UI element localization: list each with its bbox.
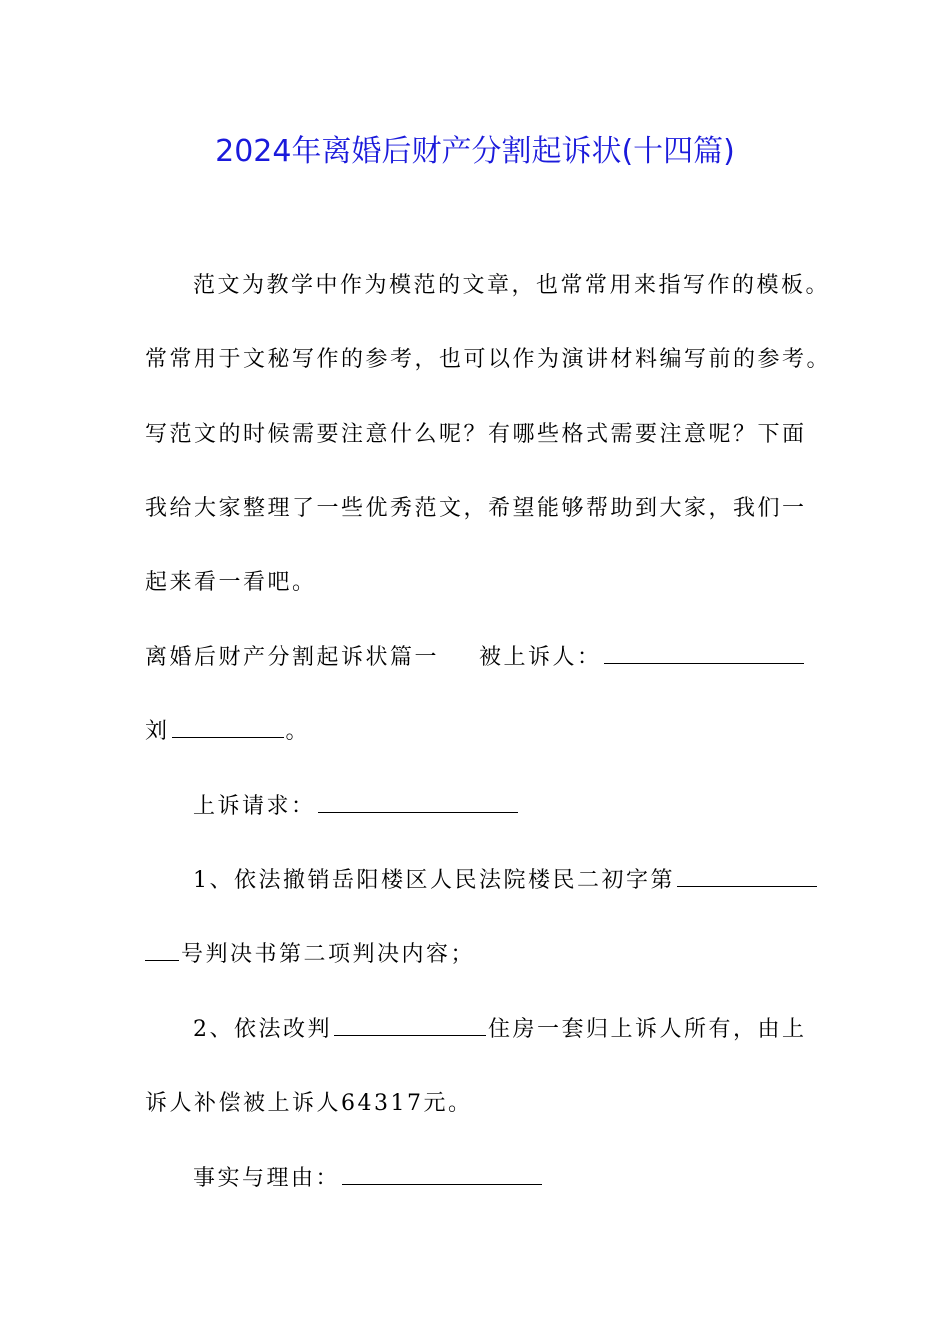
claim2-suffix: 住房一套归上诉人所有，由上 <box>488 1017 807 1042</box>
claim2-blank <box>334 1011 486 1036</box>
surname-text: 刘 <box>145 719 170 744</box>
surname-period: 。 <box>285 719 311 744</box>
claim2-line <box>193 1010 807 1050</box>
claims-label: 上诉请求： <box>193 794 316 819</box>
appellee-label: 被上诉人： <box>479 645 602 670</box>
claim2-prefix: 2、依法改判 <box>193 1017 332 1042</box>
facts-line <box>193 1159 544 1199</box>
claims-line <box>193 787 520 827</box>
claim1-line <box>193 861 819 901</box>
claim2-cont-line: 诉人补偿被上诉人64317元。 <box>145 1091 473 1116</box>
facts-blank <box>342 1160 542 1185</box>
surname-blank <box>172 713 284 738</box>
intro-line-5: 起来看一看吧。 <box>145 570 317 595</box>
section-line-heading <box>145 638 806 678</box>
claim1-cont: 号判决书第二项判决内容； <box>181 942 476 967</box>
section-heading: 离婚后财产分割起诉状篇一 <box>145 645 440 670</box>
appellee-blank <box>604 639 804 664</box>
surname-line <box>145 712 310 752</box>
claim1-cont-line <box>145 935 475 975</box>
intro-line-3: 写范文的时候需要注意什么呢？有哪些格式需要注意呢？下面 <box>145 422 807 447</box>
facts-label: 事实与理由： <box>193 1166 341 1191</box>
intro-line-1: 范文为教学中作为模范的文章，也常常用来指写作的模板。 <box>193 273 831 298</box>
claim1-cont-blank <box>145 936 179 961</box>
intro-line-2: 常常用于文秘写作的参考，也可以作为演讲材料编写前的参考。 <box>145 347 832 372</box>
document-title: 2024年离婚后财产分割起诉状(十四篇) <box>215 134 735 169</box>
intro-line-4: 我给大家整理了一些优秀范文，希望能够帮助到大家，我们一 <box>145 496 807 521</box>
claim1-text: 1、依法撤销岳阳楼区人民法院楼民二初字第 <box>193 868 675 893</box>
claims-blank <box>318 788 518 813</box>
claim1-blank <box>677 862 817 887</box>
